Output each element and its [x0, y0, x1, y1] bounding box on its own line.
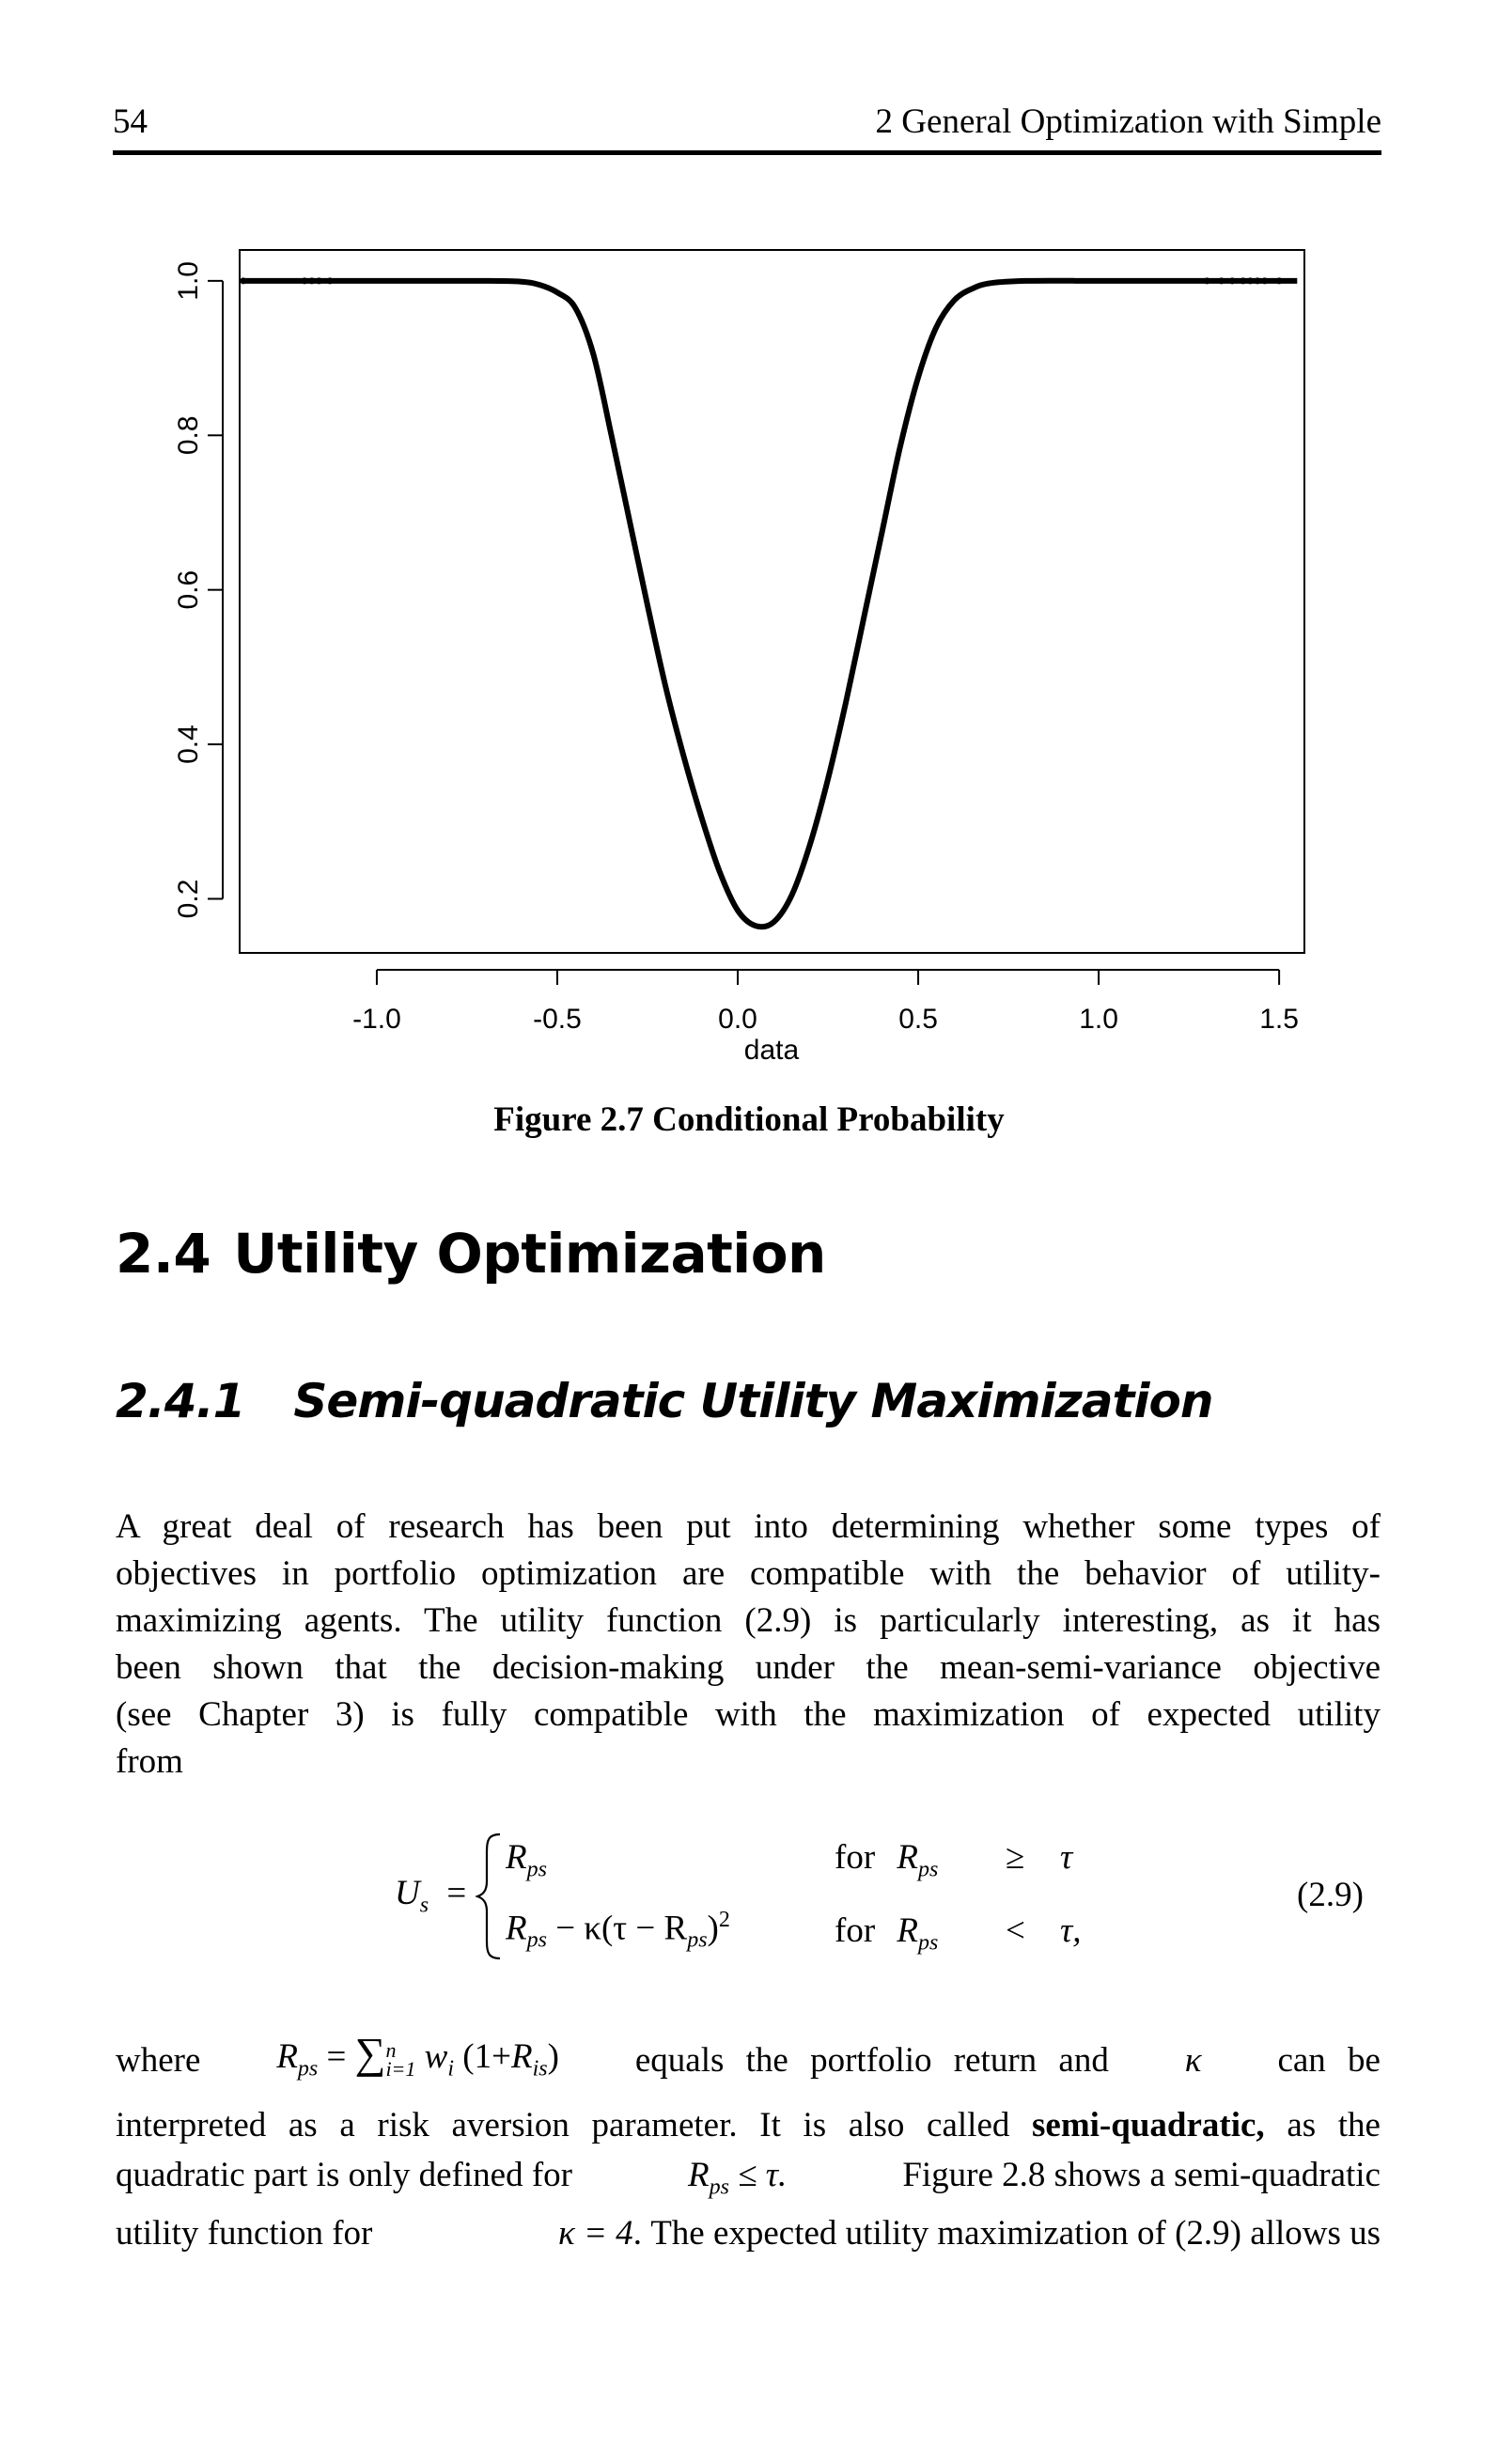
body-paragraph-2-line-2: interpreted as a risk aversion parameter. It is also called semi-quadratic, as the: [116, 2106, 1381, 2144]
data-point: [1276, 277, 1283, 284]
text-line: objectives in portfolio optimization are compatible with the behavior of utility-: [116, 1554, 1381, 1593]
equation-lhs: $U_s$ =: [395, 1874, 467, 1918]
case-2-tau: τ,: [1060, 1911, 1082, 1950]
case-1-condition: for $R_{ps}$: [835, 1838, 939, 1882]
running-header: [113, 101, 1381, 155]
data-point: [1255, 277, 1261, 284]
data-point: [1240, 277, 1246, 284]
text-line: (see Chapter 3) is fully compatible with the maximization of expected utility: [116, 1695, 1381, 1734]
x-axis: [352, 970, 1299, 1035]
section-number: 2.4: [116, 1222, 211, 1286]
subsection-title: Semi-quadratic Utility Maximization: [293, 1374, 1213, 1428]
running-title: 2 General Optimization with Simple: [875, 102, 1381, 141]
y-axis: [173, 261, 223, 918]
case-1-tau: τ: [1060, 1838, 1073, 1877]
section-heading: [116, 1222, 826, 1286]
x-tick-label: 1.0: [1079, 1004, 1118, 1035]
data-line: [243, 281, 1298, 928]
data-point: [1218, 277, 1225, 284]
y-tick-label: 0.6: [173, 569, 204, 610]
data-point: [1261, 277, 1268, 284]
x-tick-label: -1.0: [352, 1004, 401, 1035]
plot-frame: [240, 250, 1304, 953]
left-brace: [476, 1831, 504, 1962]
x-tick-label: 0.5: [898, 1004, 938, 1035]
case-2-expression: $R_{ps} - \kappa(\tau - R_{ps})^2$: [506, 1908, 730, 1953]
body-paragraph-2-line-4: utility function for κ = 4. The expected utility maximization of (2.9) allows us: [116, 2214, 1381, 2253]
data-point: [316, 277, 322, 284]
x-tick-label: -0.5: [533, 1004, 582, 1035]
text-line: been shown that the decision-making under the mean-semi-variance objective: [116, 1648, 1381, 1687]
data-point: [1204, 277, 1210, 284]
text-line: A great deal of research has been put into determining whether some types of: [116, 1507, 1381, 1546]
data-point: [308, 277, 315, 284]
x-tick-label: 1.5: [1259, 1004, 1299, 1035]
text-line: from: [116, 1742, 183, 1781]
y-tick-label: 0.2: [173, 879, 204, 919]
page-number: 54: [113, 102, 148, 141]
case-1-relation: ≥: [1006, 1838, 1025, 1877]
y-tick-label: 1.0: [173, 261, 204, 301]
body-paragraph-2-line-1: where $R_{ps}$ = ∑ n i=1 $w_i$ $(1+R_{is})$ equals the portfolio return and κ can be: [116, 2030, 1381, 2086]
data-point: [240, 277, 246, 284]
body-paragraph-2-line-3: quadratic part is only defined for $R_{ps} \le \tau$. Figure 2.8 shows a semi-quadratic: [116, 2156, 1381, 2200]
portfolio-return-formula: $R_{ps}$ = ∑ n i=1 $w_i$ $(1+R_{is})$: [276, 2029, 559, 2082]
data-point: [327, 277, 334, 284]
case-2-relation: <: [1006, 1911, 1025, 1950]
subsection-heading: [116, 1374, 1212, 1428]
case-2-condition: for $R_{ps}$: [835, 1911, 939, 1956]
body-paragraph-1: [116, 1504, 1381, 1786]
case-1-expression: $R_{ps}$: [506, 1838, 547, 1882]
x-axis-label: data: [743, 1035, 800, 1066]
y-tick-label: 0.4: [173, 725, 204, 764]
data-point: [1229, 277, 1236, 284]
data-point: [1247, 277, 1254, 284]
x-tick-label: 0.0: [718, 1004, 757, 1035]
series-layer: [240, 277, 1297, 927]
section-title: Utility Optimization: [233, 1222, 826, 1286]
data-point: [302, 277, 308, 284]
conditional-probability-plot: [0, 226, 1498, 1071]
y-tick-label: 0.8: [173, 415, 204, 456]
text-line: maximizing agents. The utility function (2.9) is particularly interesting, as it has: [116, 1601, 1381, 1640]
equation-number: (2.9): [1297, 1876, 1364, 1914]
figure-caption: Figure 2.7 Conditional Probability: [493, 1100, 1005, 1139]
subsection-number: 2.4.1: [116, 1374, 245, 1428]
